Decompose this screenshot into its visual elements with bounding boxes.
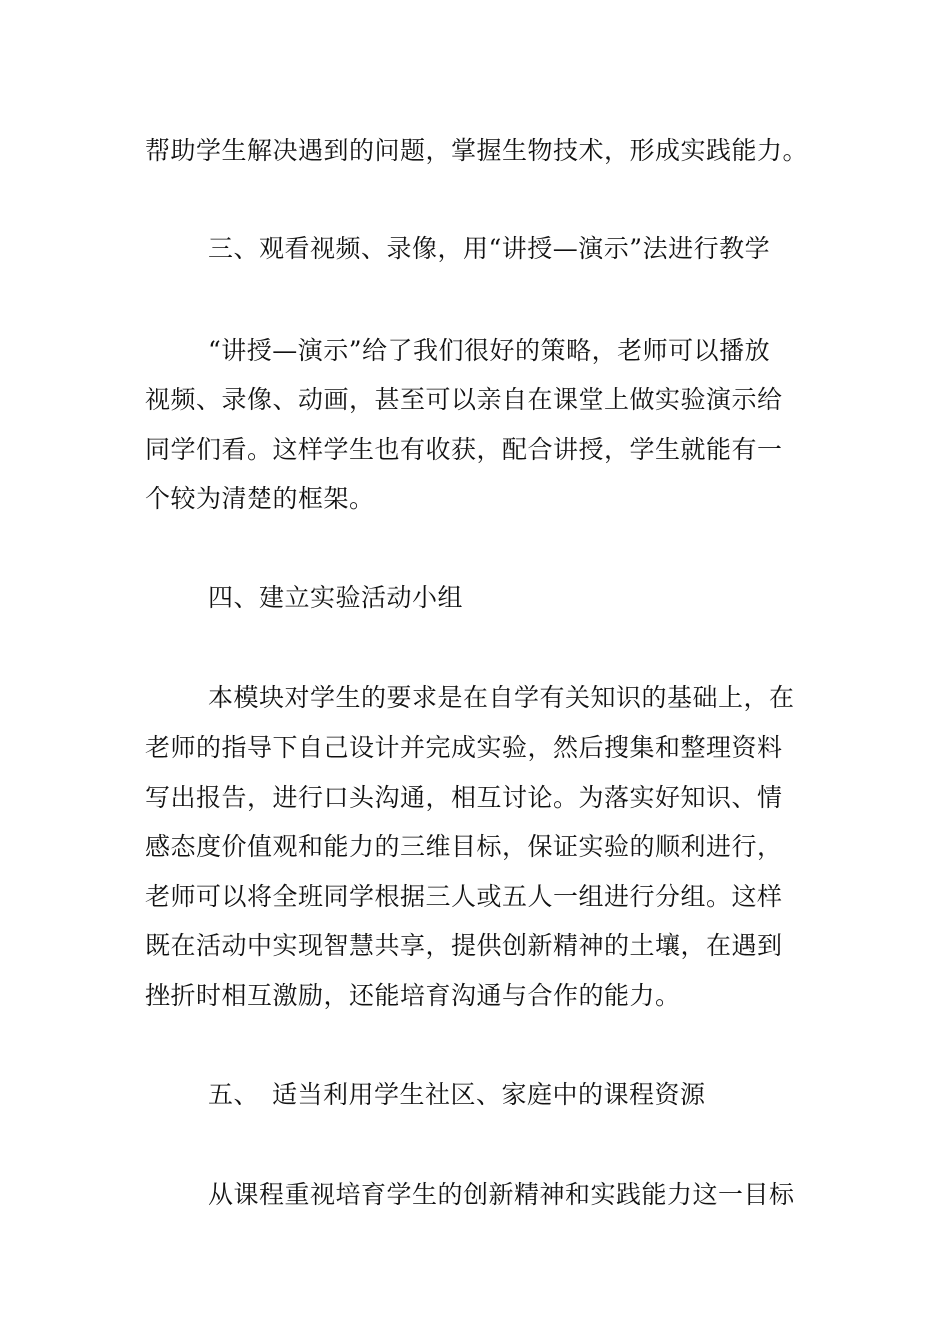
section-title: 适当利用学生社区、家庭中的课程资源 (272, 1080, 706, 1109)
paragraph-line: 从课程重视培育学生的创新精神和实践能力这一目标 (208, 1180, 795, 1209)
paragraph-line: 写出报告，进行口头沟通，相互讨论。为落实好知识、情 (145, 783, 783, 812)
section-heading-4: 四、建立实验活动小组 (208, 583, 464, 612)
paragraph-line: “讲授—演示”给了我们很好的策略，老师可以播放 (208, 336, 771, 365)
section-heading-5 (208, 1078, 888, 1112)
section-number: 五、 (208, 1080, 260, 1109)
paragraph-line: 视频、录像、动画，甚至可以亲自在课堂上做实验演示给 (145, 385, 783, 414)
paragraph-line: 感态度价值观和能力的三维目标，保证实验的顺利进行， (145, 832, 783, 861)
paragraph-line: 老师可以将全班同学根据三人或五人一组进行分组。这样 (145, 882, 783, 911)
paragraph-line: 本模块对学生的要求是在自学有关知识的基础上，在 (208, 683, 795, 712)
paragraph-line: 同学们看。这样学生也有收获，配合讲授，学生就能有一 (145, 435, 783, 464)
paragraph-line: 个较为清楚的框架。 (145, 484, 375, 513)
section-heading-3: 三、观看视频、录像，用“讲授—演示”法进行教学 (208, 234, 771, 263)
paragraph-line: 老师的指导下自己设计并完成实验，然后搜集和整理资料 (145, 733, 783, 762)
paragraph-line: 帮助学生解决遇到的问题，掌握生物技术，形成实践能力。 (145, 136, 809, 165)
paragraph-line: 挫折时相互激励，还能培育沟通与合作的能力。 (145, 981, 681, 1010)
paragraph-line: 既在活动中实现智慧共享，提供创新精神的土壤，在遇到 (145, 931, 783, 960)
